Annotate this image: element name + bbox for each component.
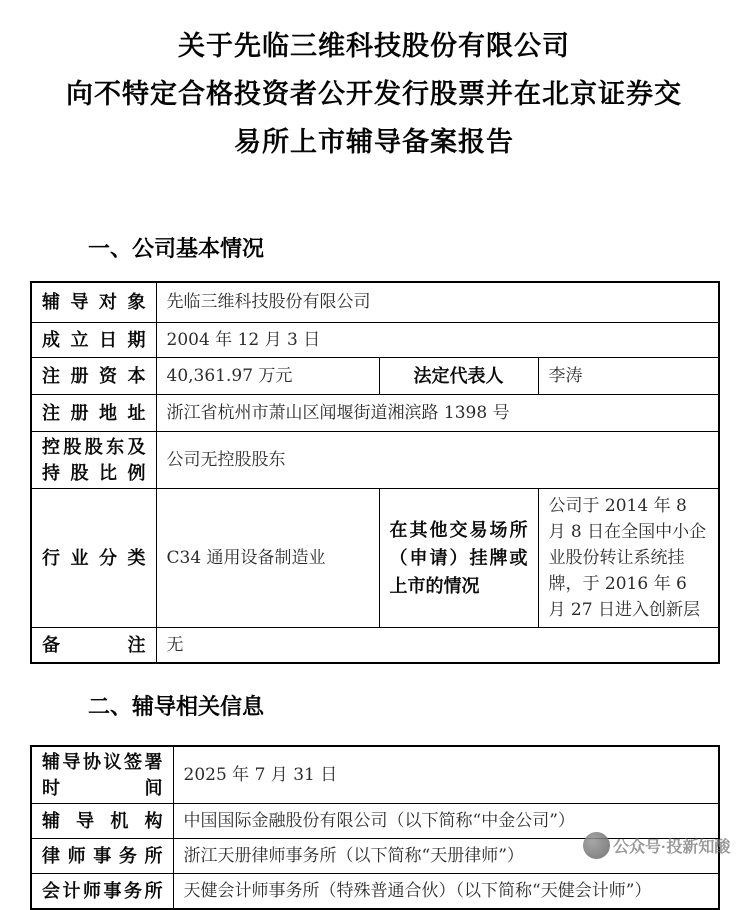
row-value-agreement-signing-date: 2025 年 7 月 31 日 xyxy=(173,746,719,804)
row-value-accounting-firm: 天健会计师事务所（特殊普通合伙）（以下简称“天健会计师”） xyxy=(173,873,719,909)
row-label-registered-address: 注册地址 xyxy=(31,394,156,431)
table-row xyxy=(31,627,719,663)
company-info-table xyxy=(30,281,720,664)
table-row xyxy=(31,488,719,627)
table-row xyxy=(31,357,719,394)
title-line-2: 向不特定合格投资者公开发行股票并在北京证券交 xyxy=(66,79,682,109)
table-row xyxy=(31,873,719,909)
row-value-industry-classification: C34 通用设备制造业 xyxy=(156,488,379,627)
row-value-registered-capital: 40,361.97 万元 xyxy=(156,357,379,394)
row-label-guidance-institution: 辅导机构 xyxy=(31,803,173,838)
row-value-other-market-listing: 公司于 2014 年 8 月 8 日在全国中小企业股份转让系统挂牌，于 2016 年 6 月 27 日进入创新层 xyxy=(538,488,719,627)
table-row xyxy=(31,431,719,488)
row-label-agreement-signing-date: 辅导协议签署时间 xyxy=(31,746,173,804)
row-label-registered-capital: 注册资本 xyxy=(31,357,156,394)
row-value-controlling-shareholder: 公司无控股股东 xyxy=(156,431,719,488)
row-value-registered-address: 浙江省杭州市萧山区闻堰街道湘滨路 1398 号 xyxy=(156,394,719,431)
watermark-text: 公众号·投新知酸 xyxy=(613,839,731,856)
row-value-founding-date: 2004 年 12 月 3 日 xyxy=(156,322,719,357)
row-value-guidance-institution: 中国国际金融股份有限公司（以下简称“中金公司”） xyxy=(173,803,719,838)
table-row xyxy=(31,746,719,804)
section-2-heading: 二、辅导相关信息 xyxy=(88,693,265,719)
row-value-law-firm: 浙江天册律师事务所（以下简称“天册律师”） xyxy=(173,838,719,873)
row-label-remarks: 备注 xyxy=(31,627,156,663)
row-label-industry-classification: 行业分类 xyxy=(31,488,156,627)
row-label-accounting-firm: 会计师事务所 xyxy=(31,873,173,909)
row-label-founding-date: 成立日期 xyxy=(31,322,156,357)
guidance-info-table xyxy=(30,745,720,910)
section-1-heading: 一、公司基本情况 xyxy=(88,236,265,261)
table-row xyxy=(31,803,719,838)
title-line-1: 关于先临三维科技股份有限公司 xyxy=(178,31,570,61)
row-value-remarks: 无 xyxy=(156,627,719,663)
row-label-law-firm: 律师事务所 xyxy=(31,838,173,873)
table-row xyxy=(31,394,719,431)
table-row xyxy=(31,322,719,357)
table-row xyxy=(31,282,719,322)
title-line-3: 易所上市辅导备案报告 xyxy=(234,127,514,157)
row-label-legal-representative: 法定代表人 xyxy=(379,357,538,394)
row-value-legal-representative: 李涛 xyxy=(538,357,719,394)
row-label-guidance-target: 辅导对象 xyxy=(31,282,156,322)
row-label-other-market-listing: 在其他交易场所（申请）挂牌或上市的情况 xyxy=(379,488,538,627)
row-label-controlling-shareholder: 控股股东及持股比例 xyxy=(31,431,156,488)
table-row xyxy=(31,838,719,873)
row-value-guidance-target: 先临三维科技股份有限公司 xyxy=(156,282,719,322)
document-title xyxy=(30,22,718,166)
